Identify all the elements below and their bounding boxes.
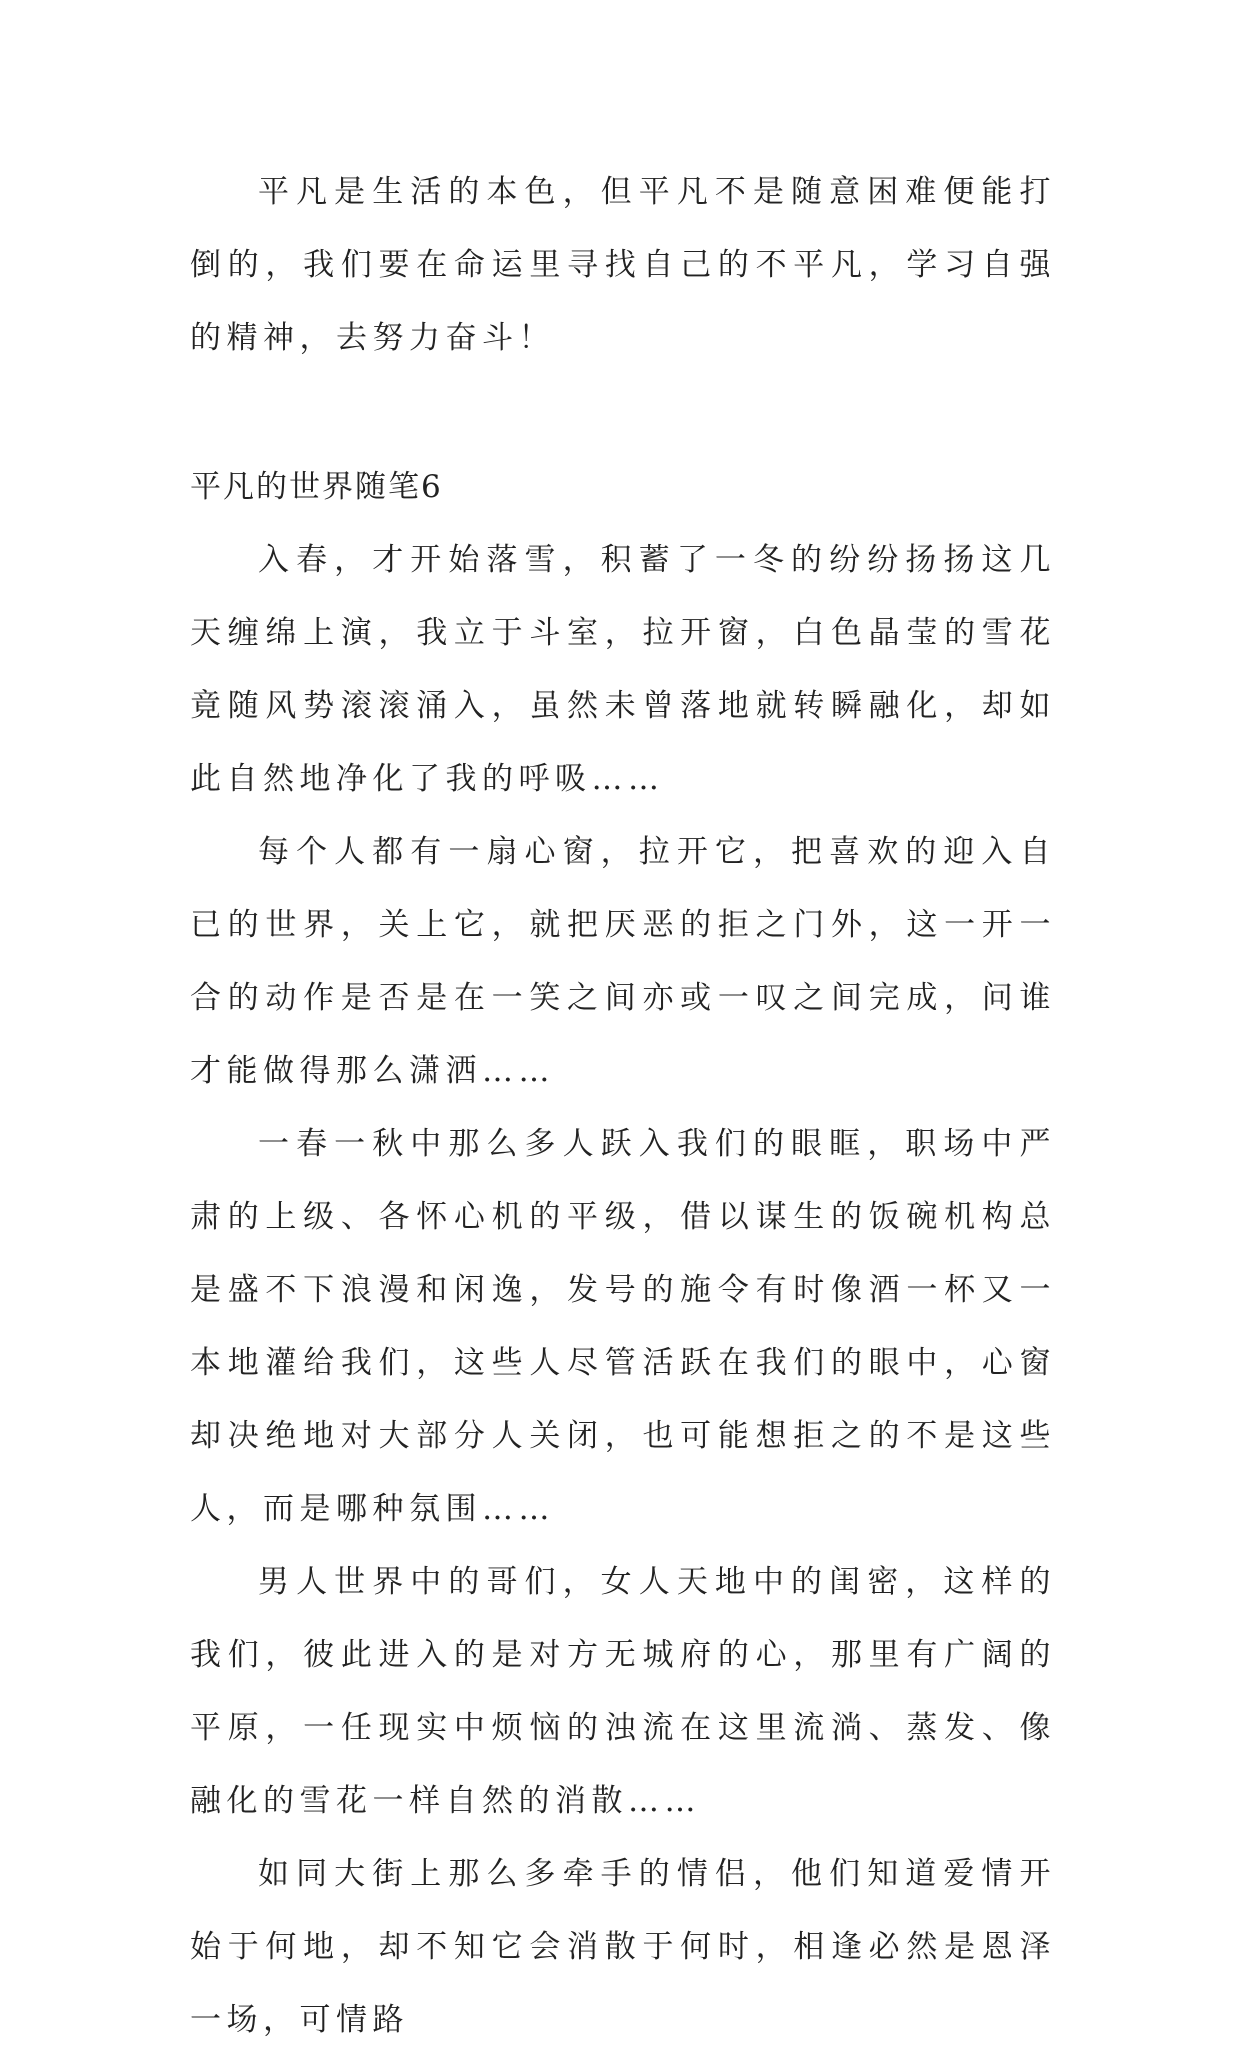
section-title: 平凡的世界随笔6 [190,469,443,505]
paragraph-5: 如同大街上那么多牵手的情侣，他们知道爱情开始于何地，却不知它会消散于何时，相逢必然是恩泽一场，可情路 [190,1856,1056,2038]
document-body [190,156,1056,2057]
paragraph-intro: 平凡是生活的本色，但平凡不是随意困难便能打倒的，我们要在命运里寻找自己的不平凡，学习自强的精神，去努力奋斗！ [190,174,1056,356]
paragraph-3: 一春一秋中那么多人跃入我们的眼眶，职场中严肃的上级、各怀心机的平级，借以谋生的饭碗机构总是盛不下浪漫和闲逸，发号的施令有时像酒一杯又一本地灌给我们，这些人尽管活跃在我们的眼中，心窗却决绝地对大部分人关闭，也可能想拒之的不是这些人，而是哪种氛围…… [190,1126,1056,1527]
paragraph-gap [190,375,1056,451]
paragraph-2: 每个人都有一扇心窗，拉开它，把喜欢的迎入自已的世界，关上它，就把厌恶的拒之门外，这一开一合的动作是否是在一笑之间亦或一叹之间完成，问谁才能做得那么潇洒…… [190,834,1056,1089]
paragraph-1: 入春，才开始落雪，积蓄了一冬的纷纷扬扬这几天缠绵上演，我立于斗室，拉开窗，白色晶莹的雪花竟随风势滚滚涌入，虽然未曾落地就转瞬融化，却如此自然地净化了我的呼吸…… [190,542,1056,797]
paragraph-4: 男人世界中的哥们，女人天地中的闺密，这样的我们，彼此进入的是对方无城府的心，那里有广阔的平原，一任现实中烦恼的浊流在这里流淌、蒸发、像融化的雪花一样自然的消散…… [190,1564,1056,1819]
